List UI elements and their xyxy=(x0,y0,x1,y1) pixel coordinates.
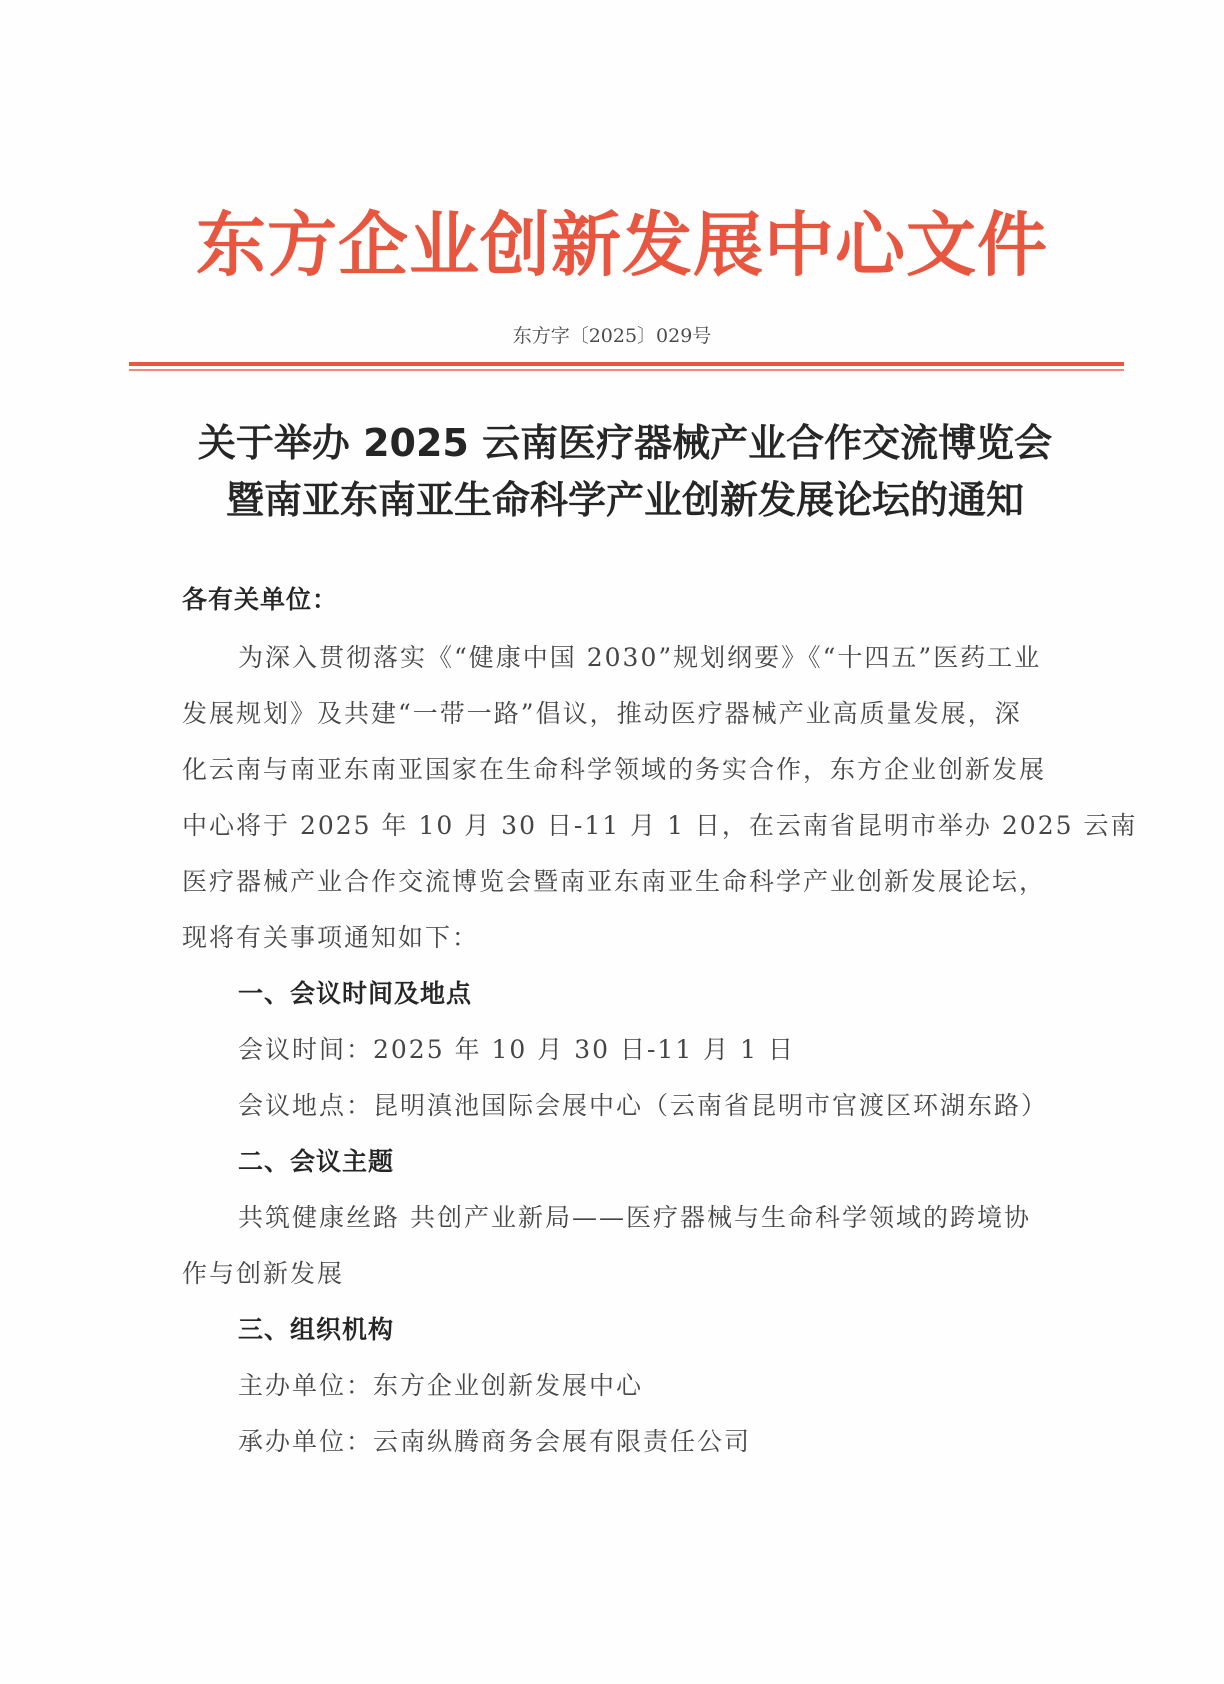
intro-line: 中心将于 2025 年 10 月 30 日-11 月 1 日，在云南省昆明市举办 2025 云南 xyxy=(182,811,1138,840)
red-divider-thick xyxy=(129,362,1124,366)
host-organizer: 主办单位：东方企业创新发展中心 xyxy=(238,1371,644,1400)
red-divider-thin xyxy=(129,369,1124,371)
theme-line: 作与创新发展 xyxy=(182,1259,345,1288)
intro-line: 医疗器械产业合作交流博览会暨南亚东南亚生命科学产业创新发展论坛， xyxy=(182,867,1047,896)
section-heading-organization: 三、组织机构 xyxy=(238,1315,395,1344)
intro-line: 现将有关事项通知如下： xyxy=(182,923,480,952)
notice-title-line-2: 暨南亚东南亚生命科学产业创新发展论坛的通知 xyxy=(225,478,1024,522)
section-heading-time-place: 一、会议时间及地点 xyxy=(238,979,473,1008)
co-organizer: 承办单位：云南纵腾商务会展有限责任公司 xyxy=(238,1427,752,1456)
theme-line: 共筑健康丝路 共创产业新局——医疗器械与生命科学领域的跨境协 xyxy=(238,1203,1031,1232)
meeting-place: 会议地点：昆明滇池国际会展中心（云南省昆明市官渡区环湖东路） xyxy=(238,1091,1049,1120)
intro-line: 发展规划》及共建“一带一路”倡议，推动医疗器械产业高质量发展，深 xyxy=(182,699,1022,728)
intro-line: 为深入贯彻落实《“健康中国 2030”规划纲要》《“十四五”医药工业 xyxy=(238,643,1042,672)
document-number: 东方字〔2025〕029号 xyxy=(512,325,712,347)
section-heading-theme: 二、会议主题 xyxy=(238,1147,395,1176)
issuer-header: 东方企业创新发展中心文件 xyxy=(196,204,1048,286)
intro-line: 化云南与南亚东南亚国家在生命科学领域的务实合作，东方企业创新发展 xyxy=(182,755,1047,784)
salutation: 各有关单位： xyxy=(182,585,339,614)
notice-title-line-1: 关于举办 2025 云南医疗器械产业合作交流博览会 xyxy=(197,421,1053,465)
meeting-time: 会议时间：2025 年 10 月 30 日-11 月 1 日 xyxy=(238,1035,795,1064)
